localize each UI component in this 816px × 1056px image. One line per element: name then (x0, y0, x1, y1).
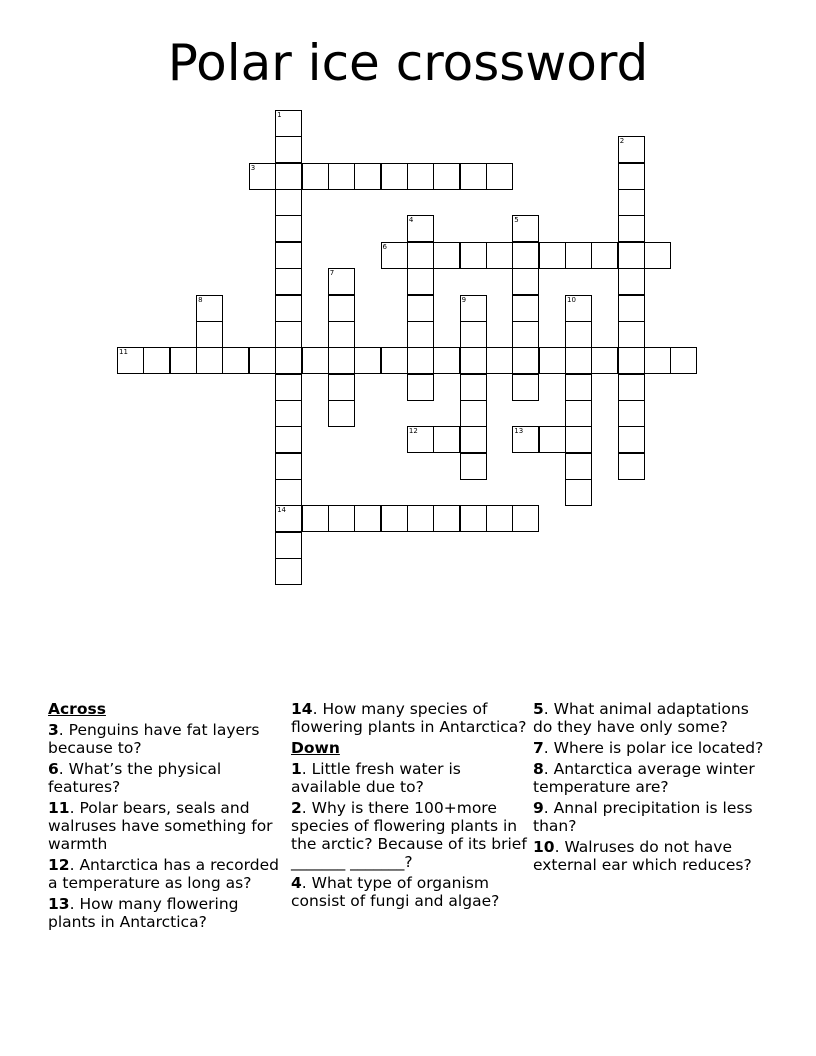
grid-cell[interactable] (618, 347, 645, 374)
grid-cell[interactable] (618, 215, 645, 242)
grid-cell[interactable] (170, 347, 197, 374)
grid-cell[interactable] (354, 163, 381, 190)
grid-cell[interactable] (618, 453, 645, 480)
grid-cell[interactable] (275, 136, 302, 163)
grid-cell[interactable] (539, 426, 566, 453)
grid-cell[interactable] (565, 321, 592, 348)
grid-cell[interactable] (407, 426, 434, 453)
grid-cell[interactable] (460, 242, 487, 269)
grid-cell[interactable] (433, 347, 460, 374)
clue-number: 8 (198, 295, 203, 304)
page-title: Polar ice crossword (167, 34, 649, 92)
grid-cell[interactable] (407, 242, 434, 269)
grid-cell[interactable] (460, 347, 487, 374)
grid-cell[interactable] (328, 295, 355, 322)
across-clue-11: 11. Polar bears, seals and walruses have something for warmth (48, 799, 273, 853)
clue-number: 12 (408, 427, 418, 436)
grid-cell[interactable] (618, 136, 645, 163)
grid-cell[interactable] (275, 189, 302, 216)
grid-cell[interactable] (460, 400, 487, 427)
down-heading: Down (291, 739, 340, 757)
grid-cell[interactable] (644, 242, 671, 269)
grid-cell[interactable] (618, 163, 645, 190)
grid-cell[interactable] (407, 374, 434, 401)
grid-cell[interactable] (275, 479, 302, 506)
grid-cell[interactable] (512, 321, 539, 348)
clue-number: 5 (514, 216, 519, 225)
grid-cell[interactable] (407, 347, 434, 374)
grid-cell[interactable] (460, 374, 487, 401)
down-clue-10: 10. Walruses do not have external ear which reduces? (533, 838, 752, 874)
grid-cell[interactable] (486, 505, 513, 532)
grid-cell[interactable] (565, 295, 592, 322)
grid-cell[interactable] (275, 347, 302, 374)
grid-cell[interactable] (460, 163, 487, 190)
grid-cell[interactable] (275, 321, 302, 348)
across-clue-3: 3. Penguins have fat layers because to? (48, 721, 260, 757)
grid-cell[interactable] (328, 505, 355, 532)
grid-cell[interactable] (249, 347, 276, 374)
grid-cell[interactable] (275, 558, 302, 585)
grid-cell[interactable] (222, 347, 249, 374)
down-clue-4: 4. What type of organism consist of fungi and algae? (291, 874, 500, 910)
grid-cell[interactable] (512, 505, 539, 532)
down-clue-1: 1. Little fresh water is available due to? (291, 760, 461, 796)
clue-number: 2 (619, 137, 625, 146)
grid-cell[interactable] (565, 347, 592, 374)
clue-number: 10 (567, 295, 576, 304)
grid-cell[interactable] (512, 374, 539, 401)
grid-cell[interactable] (591, 347, 618, 374)
grid-cell[interactable] (381, 347, 408, 374)
grid-cell[interactable] (328, 347, 355, 374)
grid-cell[interactable] (512, 242, 539, 269)
grid-cell[interactable] (328, 268, 355, 295)
grid-cell[interactable] (486, 242, 513, 269)
grid-cell[interactable] (275, 374, 302, 401)
grid-cell[interactable] (512, 426, 539, 453)
grid-cell[interactable] (275, 453, 302, 480)
grid-cell[interactable] (196, 295, 223, 322)
grid-cell[interactable] (618, 242, 645, 269)
grid-cell[interactable] (196, 321, 223, 348)
grid-cell[interactable] (565, 479, 592, 506)
grid-cell[interactable] (381, 163, 408, 190)
grid-cell[interactable] (354, 505, 381, 532)
grid-cell[interactable] (565, 453, 592, 480)
clue-number: 13 (514, 427, 524, 436)
grid-cell[interactable] (381, 505, 408, 532)
grid-cell[interactable] (460, 426, 487, 453)
grid-cell[interactable] (275, 505, 302, 532)
grid-cell[interactable] (565, 400, 592, 427)
clues-column-1 (48, 700, 284, 934)
grid-cell[interactable] (407, 215, 434, 242)
grid-cell[interactable] (275, 400, 302, 427)
down-clue-5: 5. What animal adaptations do they have only some? (533, 700, 749, 736)
grid-cell[interactable] (512, 215, 539, 242)
grid-cell[interactable] (328, 374, 355, 401)
grid-cell[interactable] (275, 426, 302, 453)
clues-column-2 (291, 700, 527, 913)
clue-number: 6 (382, 242, 387, 251)
grid-cell[interactable] (512, 295, 539, 322)
across-clue-14: 14. How many species of flowering plants in Antarctica? (291, 700, 527, 736)
grid-cell[interactable] (302, 163, 329, 190)
grid-cell[interactable] (618, 189, 645, 216)
down-clue-7: 7. Where is polar ice located? (533, 739, 764, 757)
grid-cell[interactable] (407, 321, 434, 348)
grid-cell[interactable] (539, 242, 566, 269)
grid-cell[interactable] (143, 347, 170, 374)
clue-number: 4 (408, 216, 414, 225)
grid-cell[interactable] (275, 268, 302, 295)
grid-cell[interactable] (433, 426, 460, 453)
grid-cell[interactable] (460, 321, 487, 348)
down-clue-2: 2. Why is there 100+more species of flowering plants in the arctic? Because of its brief _______ _______? (291, 799, 527, 871)
grid-cell[interactable] (275, 110, 302, 137)
grid-cell[interactable] (275, 163, 302, 190)
grid-cell[interactable] (407, 268, 434, 295)
grid-cell[interactable] (618, 426, 645, 453)
grid-cell[interactable] (539, 347, 566, 374)
grid-cell[interactable] (117, 347, 144, 374)
grid-cell[interactable] (433, 242, 460, 269)
grid-cell[interactable] (328, 163, 355, 190)
across-clue-13: 13. How many flowering plants in Antarctica? (48, 895, 239, 931)
down-clue-9: 9. Annal precipitation is less than? (533, 799, 753, 835)
grid-cell[interactable] (328, 321, 355, 348)
grid-cell[interactable] (407, 163, 434, 190)
grid-cell[interactable] (433, 505, 460, 532)
grid-cell[interactable] (618, 295, 645, 322)
clue-number: 3 (250, 163, 256, 172)
grid-cell[interactable] (407, 505, 434, 532)
grid-cell[interactable] (275, 295, 302, 322)
grid-cell[interactable] (670, 347, 697, 374)
clue-number: 9 (461, 295, 467, 304)
grid-cell[interactable] (591, 242, 618, 269)
grid-cell[interactable] (354, 347, 381, 374)
clue-number: 7 (329, 269, 335, 278)
grid-cell[interactable] (618, 268, 645, 295)
grid-cell[interactable] (512, 268, 539, 295)
grid-cell[interactable] (196, 347, 223, 374)
grid-cell[interactable] (249, 163, 276, 190)
grid-cell[interactable] (460, 505, 487, 532)
grid-cell[interactable] (565, 426, 592, 453)
grid-cell[interactable] (407, 295, 434, 322)
grid-cell[interactable] (302, 505, 329, 532)
across-clue-12: 12. Antarctica has a recorded a temperature as long as? (48, 856, 279, 892)
grid-cell[interactable] (486, 347, 513, 374)
grid-cell[interactable] (565, 242, 592, 269)
grid-cell[interactable] (328, 400, 355, 427)
down-clue-8: 8. Antarctica average winter temperature are? (533, 760, 755, 796)
grid-cell[interactable] (275, 215, 302, 242)
grid-cell[interactable] (644, 347, 671, 374)
clue-number: 1 (277, 111, 282, 119)
clues-column-3 (533, 700, 769, 877)
across-clue-6: 6. What’s the physical features? (48, 760, 222, 796)
grid-cell[interactable] (460, 453, 487, 480)
grid-cell[interactable] (618, 374, 645, 401)
grid-cell[interactable] (275, 532, 302, 559)
grid-cell[interactable] (381, 242, 408, 269)
grid-cell[interactable] (618, 321, 645, 348)
grid-cell[interactable] (302, 347, 329, 374)
across-heading: Across (48, 700, 106, 718)
clue-number: 14 (277, 506, 287, 515)
grid-cell[interactable] (460, 295, 487, 322)
grid-cell[interactable] (433, 163, 460, 190)
grid-cell[interactable] (275, 242, 302, 269)
clue-number: 11 (119, 348, 128, 357)
grid-cell[interactable] (486, 163, 513, 190)
grid-cell[interactable] (512, 347, 539, 374)
grid-cell[interactable] (618, 400, 645, 427)
grid-cell[interactable] (565, 374, 592, 401)
